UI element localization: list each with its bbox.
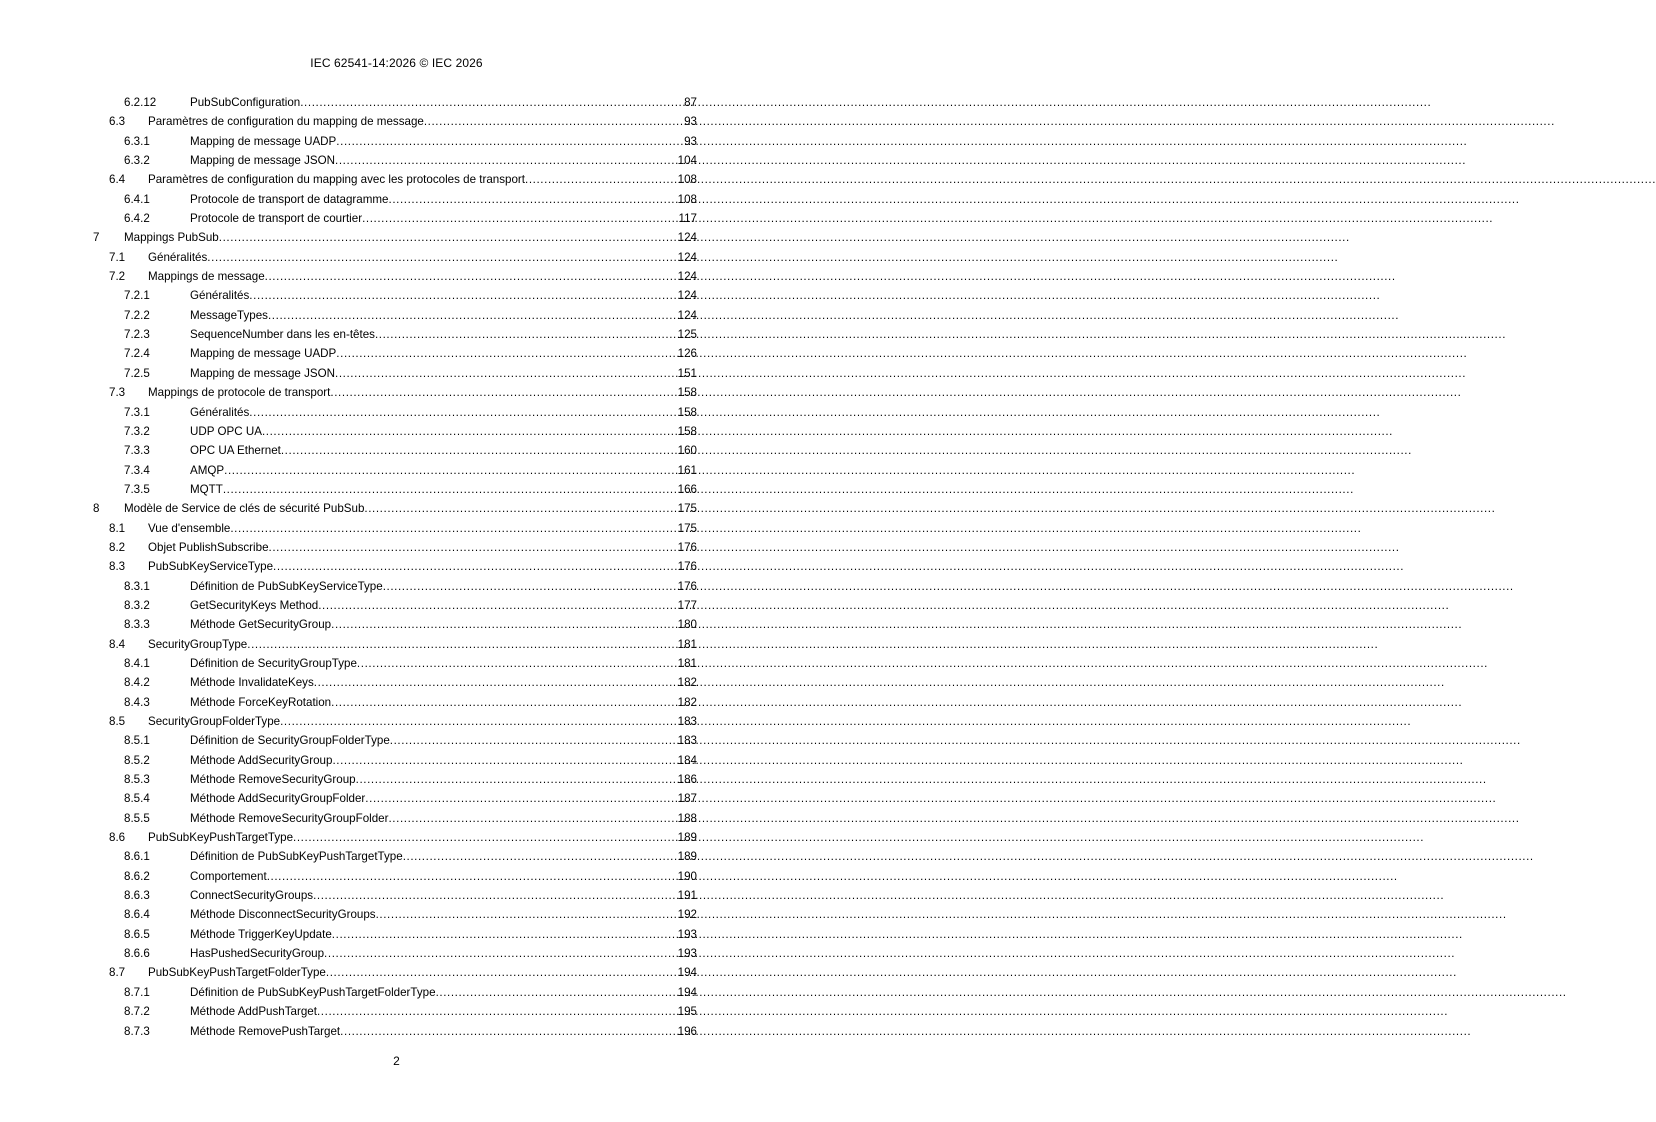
toc-entry-title: Méthode RemoveSecurityGroup [190,773,356,787]
toc-entry[interactable] [93,596,697,615]
toc-entry-title: Paramètres de configuration du mapping de message [148,115,424,129]
toc-entry[interactable] [93,480,697,499]
toc-entry-number: 8.5.3 [124,773,150,787]
page-number: 2 [393,1054,400,1068]
toc-dot-leader [262,422,676,441]
toc-entry[interactable] [93,228,697,247]
toc-entry-number: 8.6 [109,831,126,845]
toc-entry-title: Méthode AddPushTarget [190,1005,317,1019]
toc-entry-page: 93 [684,115,697,129]
toc-entry-title: ConnectSecurityGroups [190,889,314,903]
toc-entry-page: 108 [677,173,697,187]
toc-entry[interactable] [93,673,697,692]
toc-entry-number: 7.2.4 [124,347,150,361]
toc-dot-leader [293,828,676,847]
toc-entry-page: 124 [677,289,697,303]
toc-entry-page: 175 [677,521,697,535]
toc-entry-page: 194 [677,985,697,999]
toc-dot-leader [224,461,676,480]
toc-entry-number: 7.2.5 [124,366,150,380]
toc-entry-page: 158 [677,405,697,419]
toc-entry-page: 183 [677,734,697,748]
toc-entry-page: 193 [677,927,697,941]
toc-entry-number: 7.3.3 [124,444,150,458]
toc-entry-page: 158 [677,386,697,400]
toc-entry-number: 8.3.3 [124,618,150,632]
toc-entry-title: Définition de PubSubKeyPushTargetFolderType [190,985,436,999]
toc-entry-title: Mapping de message JSON [190,154,335,168]
toc-entry-number: 8.1 [109,521,126,535]
toc-entry-page: 191 [677,889,697,903]
toc-entry[interactable] [93,789,697,808]
toc-entry[interactable] [93,770,697,789]
toc-entry[interactable] [93,809,697,828]
toc-entry[interactable] [93,286,697,305]
toc-entry-title: Méthode DisconnectSecurityGroups [190,908,376,922]
toc-entry[interactable] [93,499,697,518]
toc-dot-leader [332,925,676,944]
toc-entry-page: 192 [677,908,697,922]
toc-entry-title: PubSubConfiguration [190,96,301,109]
toc-entry-title: Protocole de transport de datagramme [190,192,389,206]
toc-entry[interactable] [93,461,697,480]
toc-entry-page: 87 [684,96,697,109]
toc-entry-title: Définition de PubSubKeyPushTargetType [190,850,403,864]
toc-entry-page: 176 [677,560,697,574]
toc-entry-page: 108 [677,192,697,206]
toc-entry-number: 8.2 [109,540,126,554]
toc-dot-leader [300,93,682,112]
toc-entry-number: 7.3.1 [124,405,150,419]
toc-entry-number: 8.6.6 [124,947,150,961]
toc-dot-leader [356,770,676,789]
toc-entry-page: 126 [677,347,697,361]
toc-entry-number: 8 [93,502,100,516]
toc-entry[interactable] [93,441,697,460]
toc-entry[interactable] [93,209,697,228]
toc-dot-leader [317,1002,676,1021]
toc-entry-page: 194 [677,966,697,980]
toc-entry-number: 7.2.1 [124,289,150,303]
toc-entry[interactable] [93,963,697,982]
toc-dot-leader [389,190,676,209]
toc-entry-title: Définition de PubSubKeyServiceType [190,579,383,593]
toc-entry-number: 8.7 [109,966,126,980]
toc-entry-page: 196 [677,1024,697,1038]
toc-entry-number: 6.2.12 [124,96,157,109]
toc-entry[interactable] [93,151,697,170]
toc-entry[interactable] [93,867,697,886]
toc-entry-title: Mapping de message JSON [190,366,335,380]
toc-entry-page: 181 [677,637,697,651]
toc-entry[interactable] [93,944,697,963]
toc-entry-title: Généralités [190,405,250,419]
toc-entry[interactable] [93,248,697,267]
toc-entry-page: 151 [677,366,697,380]
toc-entry-number: 7.2.2 [124,308,150,322]
toc-dot-leader [247,635,675,654]
toc-entry[interactable] [93,615,697,634]
toc-entry-number: 6.3 [109,115,126,129]
toc-dot-leader [364,499,675,518]
toc-dot-leader [383,577,676,596]
toc-entry-number: 8.5 [109,715,126,728]
toc-entry[interactable] [93,886,697,905]
toc-entry[interactable] [93,731,697,750]
toc-entry-number: 6.4.2 [124,212,150,226]
toc-dot-leader [365,789,675,808]
toc-entry[interactable] [93,925,697,944]
toc-entry-number: 8.7.3 [124,1024,150,1038]
toc-dot-leader [230,519,675,538]
toc-entry-title: Modèle de Service de clés de sécurité PubSub [124,502,365,516]
toc-entry-number: 8.6.1 [124,850,150,864]
toc-entry-number: 8.5.1 [124,734,150,748]
toc-entry[interactable] [93,1002,697,1021]
toc-dot-leader [269,538,676,557]
toc-entry[interactable] [93,654,697,673]
toc-entry-number: 6.4.1 [124,192,150,206]
toc-dot-leader [362,209,676,228]
toc-entry[interactable] [93,132,697,151]
toc-entry-page: 93 [684,134,697,148]
toc-entry-number: 8.3.1 [124,579,150,593]
toc-entry-page: 161 [677,463,697,477]
toc-entry[interactable] [93,344,697,363]
toc-dot-leader [375,325,676,344]
toc-entry-title: Méthode GetSecurityGroup [190,618,332,632]
toc-dot-leader [265,267,676,286]
toc-entry-number: 7 [93,231,100,245]
toc-entry[interactable] [93,693,697,712]
toc-entry[interactable] [93,828,697,847]
toc-entry-title: Définition de SecurityGroupFolderType [190,734,390,748]
toc-entry-title: UDP OPC UA [190,424,262,438]
toc-entry-page: 189 [677,850,697,864]
toc-dot-leader [324,944,676,963]
toc-dot-leader [207,248,675,267]
toc-dot-leader [249,403,675,422]
toc-entry-number: 8.5.5 [124,811,150,825]
table-of-contents [93,93,697,1041]
toc-entry-page: 124 [677,231,697,245]
toc-entry[interactable] [93,325,697,344]
toc-entry-title: Mapping de message UADP [190,134,337,148]
toc-entry-title: SequenceNumber dans les en-têtes [190,328,375,342]
toc-entry-page: 180 [677,618,697,632]
toc-entry-title: Protocole de transport de courtier [190,212,363,226]
page-header: IEC 62541-14:2026 © IEC 2026 [310,56,483,70]
toc-entry[interactable] [93,751,697,770]
toc-entry-title: PubSubKeyPushTargetType [148,831,294,845]
toc-entry-title: Méthode ForceKeyRotation [190,695,332,709]
toc-entry-number: 8.6.4 [124,908,150,922]
toc-dot-leader [280,712,676,731]
toc-entry-title: Mappings de message [148,270,265,284]
toc-entry[interactable] [93,1022,697,1041]
toc-entry-title: HasPushedSecurityGroup [190,947,325,961]
toc-entry-title: Méthode AddSecurityGroupFolder [190,792,366,806]
toc-entry-number: 8.3.2 [124,598,150,612]
toc-entry-title: Mappings de protocole de transport [148,386,331,400]
toc-dot-leader [314,673,676,692]
toc-entry-page: 176 [677,579,697,593]
toc-entry-number: 8.7.1 [124,985,150,999]
toc-dot-leader [332,751,675,770]
toc-entry-title: Méthode AddSecurityGroup [190,753,333,767]
toc-entry-page: 184 [677,753,697,767]
toc-entry[interactable] [93,847,697,866]
toc-entry[interactable] [93,267,697,286]
toc-entry-title: MessageTypes [190,308,268,322]
toc-dot-leader [424,112,682,131]
toc-entry-number: 7.1 [109,250,126,264]
toc-entry-page: 158 [677,424,697,438]
toc-entry-page: 124 [677,270,697,284]
toc-entry[interactable] [93,364,697,383]
toc-entry-title: Généralités [190,289,250,303]
toc-entry-page: 190 [677,869,697,883]
toc-entry-number: 8.3 [109,560,126,574]
toc-entry-number: 8.4.1 [124,656,150,670]
toc-entry-title: OPC UA Ethernet [190,444,281,458]
toc-entry-number: 8.7.2 [124,1005,150,1019]
toc-dot-leader [331,615,676,634]
toc-dot-leader [336,132,682,151]
toc-entry-title: Méthode RemoveSecurityGroupFolder [190,811,389,825]
toc-entry-page: 124 [677,250,697,264]
toc-entry[interactable] [93,557,697,576]
toc-entry-number: 8.5.4 [124,792,150,806]
toc-entry-title: PubSubKeyPushTargetFolderType [148,966,326,980]
toc-dot-leader [335,151,676,170]
toc-entry-number: 8.6.2 [124,869,150,883]
toc-entry[interactable] [93,93,697,112]
toc-entry-page: 175 [677,502,697,516]
toc-entry-page: 181 [677,656,697,670]
toc-dot-leader [390,731,676,750]
toc-dot-leader [249,286,675,305]
toc-entry[interactable] [93,306,697,325]
toc-dot-leader [268,306,676,325]
toc-dot-leader [326,963,676,982]
toc-entry-page: 183 [677,715,697,728]
toc-entry-page: 182 [677,695,697,709]
toc-entry-page: 187 [677,792,697,806]
toc-entry-title: Méthode InvalidateKeys [190,676,314,690]
toc-entry[interactable] [93,112,697,131]
toc-entry[interactable] [93,170,697,189]
toc-entry-page: 104 [677,154,697,168]
toc-entry-title: Objet PublishSubscribe [148,540,269,554]
toc-entry-page: 166 [677,482,697,496]
toc-entry[interactable] [93,635,697,654]
toc-entry-number: 7.3.5 [124,482,150,496]
toc-dot-leader [335,364,676,383]
toc-dot-leader [340,1022,675,1041]
toc-dot-leader [273,557,676,576]
toc-entry-number: 7.3.4 [124,463,150,477]
toc-entry-page: 125 [677,328,697,342]
toc-entry-page: 188 [677,811,697,825]
toc-entry-number: 7.2 [109,270,126,284]
toc-entry[interactable] [93,422,697,441]
toc-entry-number: 7.3.2 [124,424,150,438]
toc-entry[interactable] [93,519,697,538]
toc-dot-leader [357,654,676,673]
toc-entry[interactable] [93,983,697,1002]
toc-entry-page: 193 [677,947,697,961]
toc-entry-number: 8.5.2 [124,753,150,767]
toc-entry-page: 189 [677,831,697,845]
toc-dot-leader [330,383,675,402]
toc-entry-title: Vue d'ensemble [148,521,231,535]
toc-entry-title: AMQP [190,463,225,477]
toc-entry-title: Définition de SecurityGroupType [190,656,357,670]
toc-entry-title: Méthode RemovePushTarget [190,1024,341,1038]
toc-entry-number: 8.4 [109,637,126,651]
toc-entry[interactable] [93,905,697,924]
toc-entry-title: Paramètres de configuration du mapping avec les protocoles de transport [148,173,526,187]
toc-entry-number: 8.6.5 [124,927,150,941]
toc-entry-title: Généralités [148,250,208,264]
toc-dot-leader [525,170,676,189]
toc-entry-number: 6.3.2 [124,154,150,168]
toc-entry-number: 6.4 [109,173,126,187]
toc-dot-leader [267,867,676,886]
toc-entry-number: 7.2.3 [124,328,150,342]
toc-entry-title: MQTT [190,482,223,496]
toc-entry-title: SecurityGroupFolderType [148,715,281,728]
toc-entry-page: 182 [677,676,697,690]
toc-entry-title: Comportement [190,869,267,883]
toc-entry-page: 160 [677,444,697,458]
toc-dot-leader [436,983,676,1002]
toc-entry[interactable] [93,403,697,422]
toc-entry-title: SecurityGroupType [148,637,248,651]
toc-entry-number: 6.3.1 [124,134,150,148]
toc-dot-leader [219,228,676,247]
toc-entry[interactable] [93,538,697,557]
toc-entry-title: Mappings PubSub [124,231,219,245]
toc-entry-number: 8.4.3 [124,695,150,709]
toc-dot-leader [376,905,676,924]
toc-dot-leader [313,886,676,905]
toc-entry[interactable] [93,383,697,402]
toc-entry-number: 8.6.3 [124,889,150,903]
toc-entry-page: 177 [677,598,697,612]
toc-dot-leader [281,441,676,460]
toc-entry-page: 117 [678,212,697,226]
toc-dot-leader [388,809,675,828]
toc-entry-page: 124 [677,308,697,322]
toc-entry-title: Méthode TriggerKeyUpdate [190,927,332,941]
toc-entry-number: 8.4.2 [124,676,150,690]
toc-entry-title: Mapping de message UADP [190,347,337,361]
toc-entry-title: PubSubKeyServiceType [148,560,274,574]
toc-dot-leader [403,847,676,866]
toc-dot-leader [336,344,675,363]
toc-entry[interactable] [93,190,697,209]
toc-entry-page: 176 [677,540,697,554]
toc-dot-leader [223,480,676,499]
toc-entry-title: GetSecurityKeys Method [190,598,319,612]
toc-entry[interactable] [93,712,697,731]
toc-entry[interactable] [93,577,697,596]
toc-dot-leader [331,693,676,712]
toc-dot-leader [318,596,675,615]
toc-entry-number: 7.3 [109,386,126,400]
toc-entry-page: 195 [677,1005,697,1019]
toc-entry-page: 186 [677,773,697,787]
